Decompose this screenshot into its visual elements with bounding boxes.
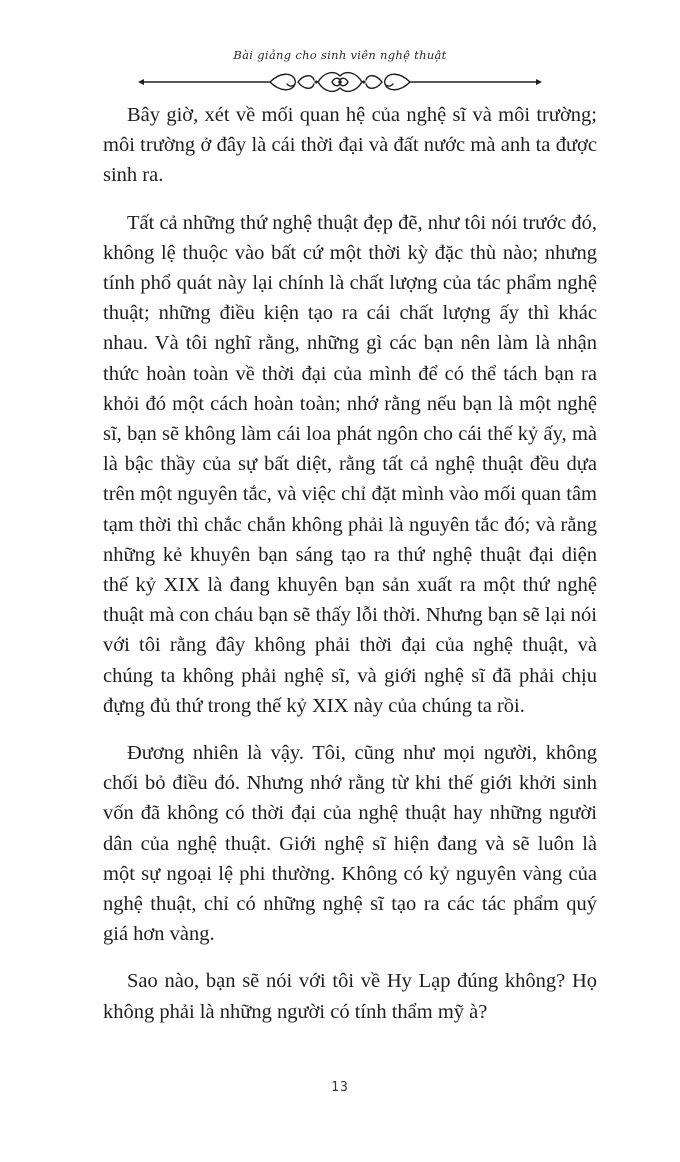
- flourish-divider-icon: [120, 68, 560, 96]
- page-number: 13: [331, 1080, 349, 1095]
- paragraph-2: Tất cả những thứ nghệ thuật đẹp đẽ, như tôi nói trước đó, không lệ thuộc vào bất cứ một thời kỳ đặc thù nào; nhưng tính phổ quát này lại chính là chất lượng của tác phẩm nghệ thuật; những điều kiện tạo ra cái chất lượng ấy thì khác nhau. Và tôi nghĩ rằng, những gì các bạn nên làm là nhận thức hoàn toàn về thời đại của mình để có thể tách bạn ra khỏi đó một cách hoàn toàn; nhớ rằng nếu bạn là một nghệ sĩ, bạn sẽ không làm cái loa phát ngôn cho cái thế kỷ ấy, mà là bậc thầy của sự bất diệt, rằng tất cả nghệ thuật đều dựa trên một nguyên tắc, và việc chỉ đặt mình vào mối quan tâm tạm thời thì chắc chắn không phải là nguyên tắc đó; và rằng những kẻ khuyên bạn sáng tạo ra thứ nghệ thuật đại diện thế kỷ XIX là đang khuyên bạn sản xuất ra một thứ nghệ thuật mà con cháu bạn sẽ thấy lỗi thời. Nhưng bạn sẽ lại nói với tôi rằng đây không phải thời đại của nghệ thuật, và chúng ta không phải nghệ sĩ, và giới nghệ sĩ đã phải chịu đựng đủ thứ trong thế kỷ XIX này của chúng ta rồi.: [103, 211, 597, 717]
- paragraph-4: Sao nào, bạn sẽ nói với tôi về Hy Lạp đúng không? Họ không phải là những người có tính thẩm mỹ à?: [103, 970, 597, 1023]
- running-header: Bài giảng cho sinh viên nghệ thuật: [233, 48, 447, 62]
- paragraph-1: Bây giờ, xét về mối quan hệ của nghệ sĩ và môi trường; môi trường ở đây là cái thời đại và đất nước mà anh ta được sinh ra.: [103, 104, 597, 187]
- paragraph-3: Đương nhiên là vậy. Tôi, cũng như mọi người, không chối bỏ điều đó. Nhưng nhớ rằng từ khi thế giới khởi sinh vốn đã không có thời đại của nghệ thuật hay những người dân của nghệ thuật. Giới nghệ sĩ hiện đang và sẽ luôn là một sự ngoại lệ phi thường. Không có kỷ nguyên vàng của nghệ thuật, chỉ có những nghệ sĩ tạo ra các tác phẩm quý giá hơn vàng.: [103, 742, 597, 946]
- body-text: [103, 100, 597, 1044]
